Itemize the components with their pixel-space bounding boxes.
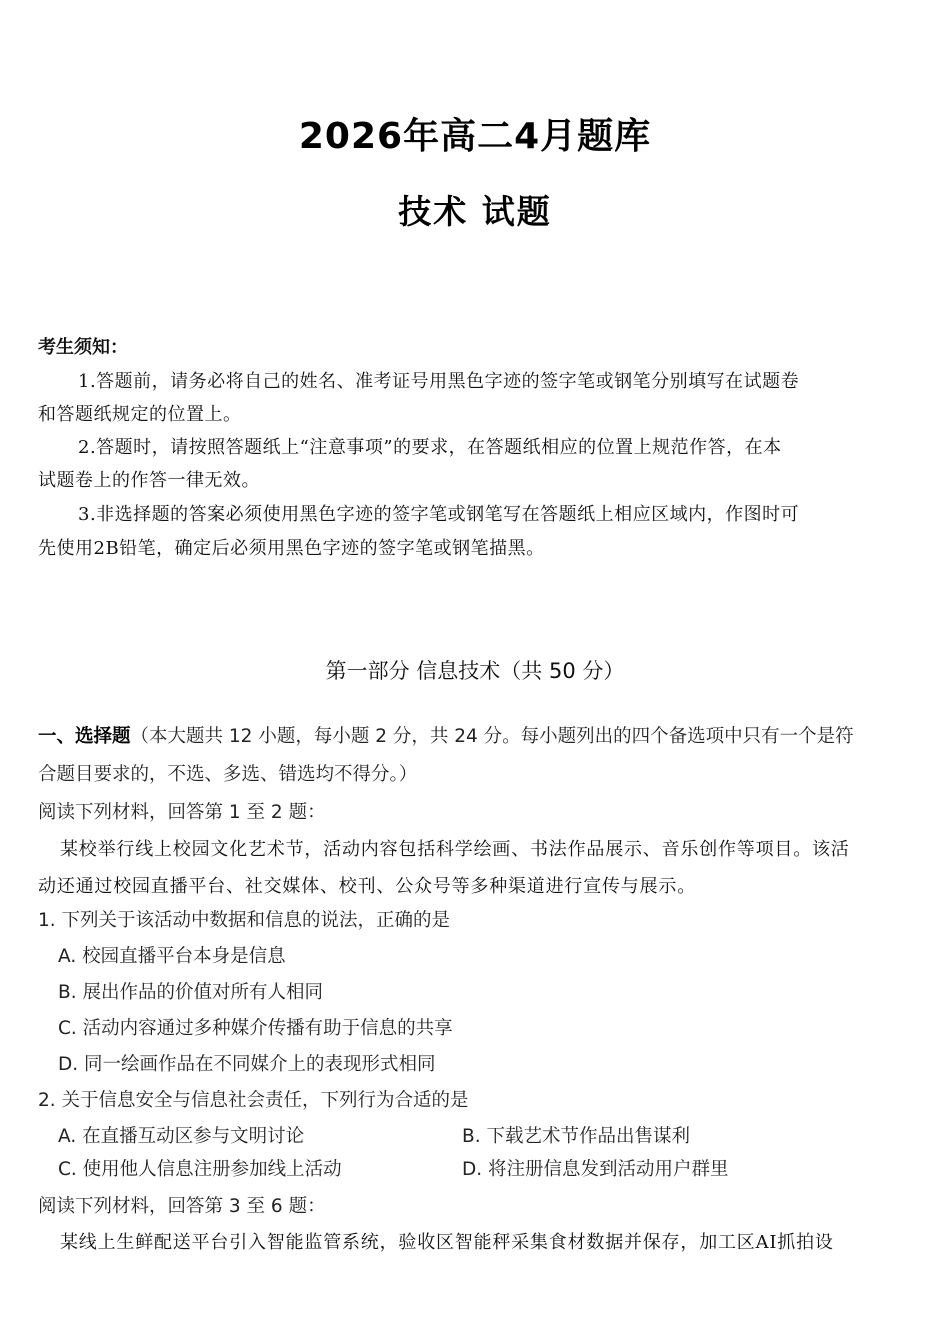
notice-line: 先使用2B铅笔，确定后必须用黑色字迹的签字笔或钢笔描黑。 [38, 538, 545, 559]
material-line: 动还通过校园直播平台、社交媒体、校刊、公众号等多种渠道进行宣传与展示。 [38, 876, 696, 897]
notice-line: 3.非选择题的答案必须使用黑色字迹的签字笔或钢笔写在答题纸上相应区域内，作图时可 [78, 504, 800, 525]
question-1-option-a: A. 校园直播平台本身是信息 [58, 946, 286, 967]
question-1-option-c: C. 活动内容通过多种媒介传播有助于信息的共享 [58, 1018, 453, 1039]
question-2-option-d: D. 将注册信息发到活动用户群里 [462, 1159, 729, 1180]
question-1-stem: 1. 下列关于该活动中数据和信息的说法，正确的是 [38, 910, 451, 931]
question-2-stem: 2. 关于信息安全与信息社会责任，下列行为合适的是 [38, 1090, 469, 1111]
part-heading-line2: 合题目要求的，不选、多选、错选均不得分。） [38, 764, 418, 785]
question-2-option-a: A. 在直播互动区参与文明讨论 [58, 1126, 305, 1147]
part-heading-bold: 一、选择题 [38, 726, 131, 747]
notice-heading: 考生须知： [38, 337, 128, 358]
notice-line: 试题卷上的作答一律无效。 [38, 470, 260, 491]
question-1-option-d: D. 同一绘画作品在不同媒介上的表现形式相同 [58, 1054, 436, 1075]
notice-line: 2.答题时，请按照答题纸上“注意事项”的要求，在答题纸相应的位置上规范作答，在本 [78, 437, 782, 458]
part-heading [38, 722, 854, 748]
material-line: 某线上生鲜配送平台引入智能监管系统，验收区智能秤采集食材数据并保存，加工区AI抓拍设 [60, 1232, 834, 1253]
question-1-option-b: B. 展出作品的价值对所有人相同 [58, 982, 323, 1003]
section-title: 第一部分 信息技术（共 50 分） [325, 659, 625, 683]
part-heading-text: （本大题共 12 小题，每小题 2 分，共 24 分。每小题列出的四个备选项中只有一个是符 [130, 726, 854, 747]
notice-line: 和答题纸规定的位置上。 [38, 404, 242, 425]
material-line: 某校举行线上校园文化艺术节，活动内容包括科学绘画、书法作品展示、音乐创作等项目。该活 [60, 839, 850, 860]
notice-line: 1.答题前，请务必将自己的姓名、准考证号用黑色字迹的签字笔或钢笔分别填写在试题卷 [78, 371, 800, 392]
read-instruction: 阅读下列材料，回答第 3 至 6 题： [38, 1196, 326, 1217]
exam-subtitle: 技术 试题 [398, 192, 552, 231]
read-instruction: 阅读下列材料，回答第 1 至 2 题： [38, 802, 326, 823]
question-2-option-b: B. 下载艺术节作品出售谋利 [462, 1126, 690, 1147]
question-2-option-c: C. 使用他人信息注册参加线上活动 [58, 1159, 342, 1180]
exam-title: 2026年高二4月题库 [298, 116, 652, 157]
